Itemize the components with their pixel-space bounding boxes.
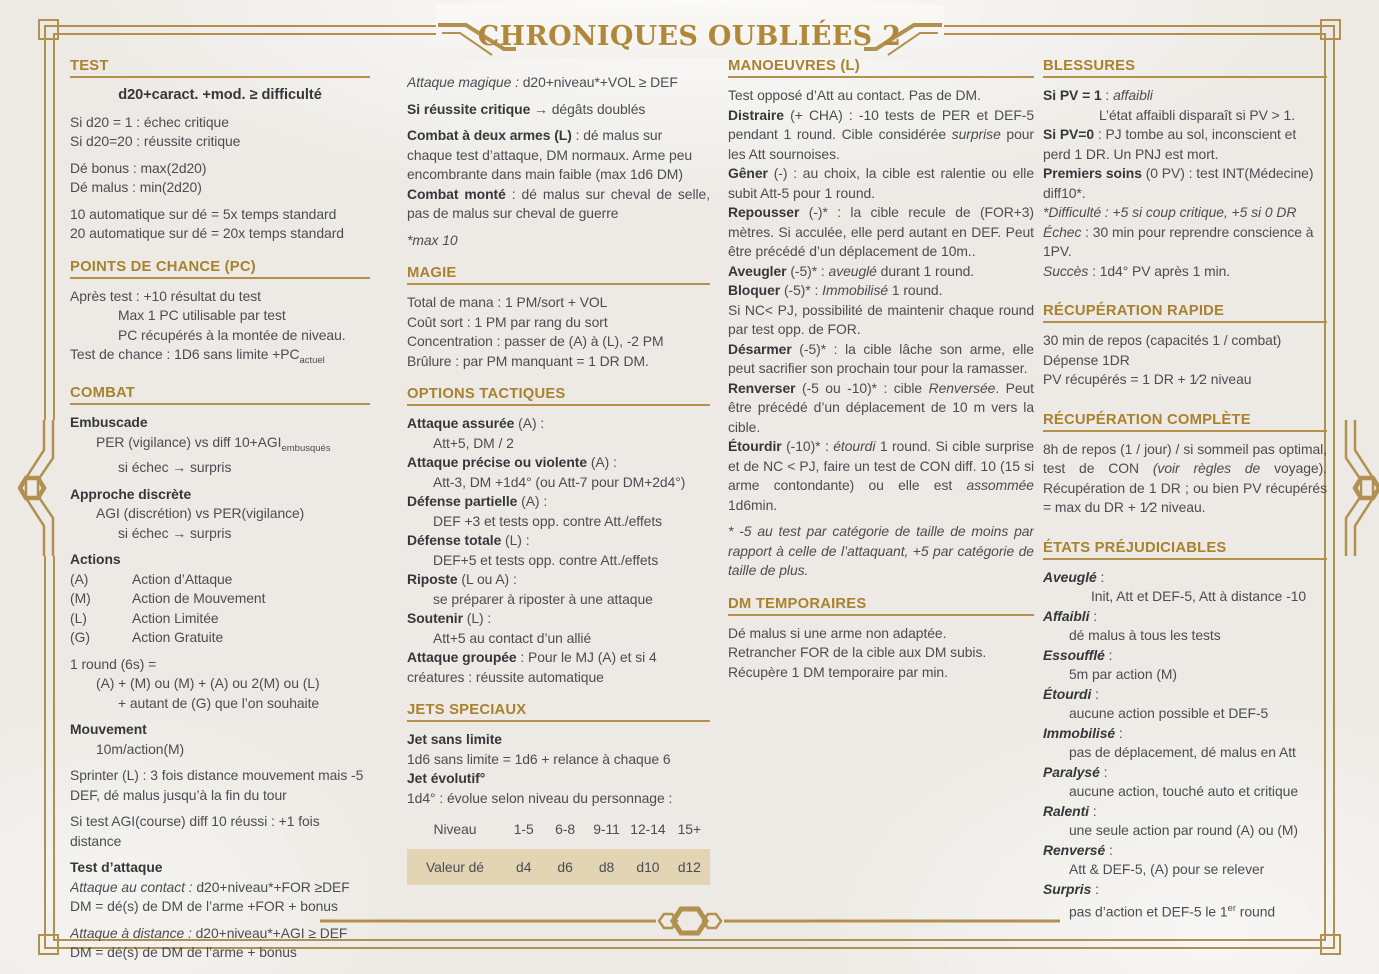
text-line: Paralysé : xyxy=(1043,763,1108,780)
text-block xyxy=(70,655,370,714)
text-block xyxy=(70,413,370,477)
section-dm-temporaires xyxy=(728,596,1034,683)
text-line: PC récupérés à la montée de niveau. xyxy=(118,326,346,343)
text-line: aucune action possible et DEF-5 xyxy=(1069,705,1269,721)
text-line: si échec → surpris xyxy=(118,459,232,476)
section-combat xyxy=(70,385,370,960)
text-line: une seule action par round (A) ou (M) xyxy=(1069,822,1299,838)
text-block xyxy=(1043,568,1327,923)
table-header-cell: Niveau xyxy=(433,820,477,837)
text-line: 1d4° : évolue selon niveau du personnage : xyxy=(407,789,673,806)
text-line: Att+5, DM / 2 xyxy=(433,434,514,451)
text-line: Coût sort : 1 PM par rang du sort xyxy=(407,313,608,330)
text-line: 1 round (6s) = xyxy=(70,655,157,672)
section-recuperation-rapide xyxy=(1043,303,1327,390)
text-line: Aveugler (-5)* : aveuglé durant 1 round. xyxy=(728,262,975,279)
text-line: 5m par action (M) xyxy=(1069,666,1177,682)
table-header-cell: 1-5 xyxy=(513,820,534,837)
text-block xyxy=(70,287,370,371)
text-line: si échec → surpris xyxy=(118,524,232,541)
text-block xyxy=(70,812,370,851)
text-line: Distraire (+ CHA) : -10 tests de PER et DEF-5 pendant 1 round. Cible considérée surprise pour les Att sournoises. xyxy=(728,106,1034,162)
section-header: ÉTATS PRÉJUDICIABLES xyxy=(1043,540,1327,560)
text-line: 10m/action(M) xyxy=(96,740,185,757)
text-block xyxy=(1043,440,1327,518)
text-line: Attaque à distance : d20+niveau*+AGI ≥ DEF xyxy=(70,924,348,941)
text-line: Dé bonus : max(2d20) xyxy=(70,159,207,176)
text-line: Surpris : xyxy=(1043,880,1099,897)
text-line: Attaque assurée (A) : xyxy=(407,415,545,431)
text-line: Att & DEF-5, (A) pour se relever xyxy=(1069,861,1265,877)
text-block xyxy=(70,205,370,244)
text-block xyxy=(728,522,1034,581)
text-line: Renversé : xyxy=(1043,841,1113,858)
text-line: 1d6 sans limite = 1d6 + relance à chaque 6 xyxy=(407,750,671,767)
text-line: DEF +3 et tests opp. contre Att./effets xyxy=(433,512,663,529)
text-line: Bloquer (-5)* : Immobilisé 1 round. xyxy=(728,282,943,298)
text-line: Riposte (L ou A) : xyxy=(407,571,517,587)
text-line: Si PV=0 : PJ tombe au sol, inconscient et perd 1 DR. Un PNJ est mort. xyxy=(1043,126,1297,162)
text-line: Échec : 30 min pour reprendre conscience à 1PV. xyxy=(1043,223,1314,259)
text-line: Embuscade xyxy=(70,414,148,431)
section-header: RÉCUPÉRATION COMPLÈTE xyxy=(1043,412,1327,432)
text-line: se préparer à riposter à une attaque xyxy=(433,590,653,607)
text-line: pas d’action et DEF-5 le 1er round xyxy=(1069,903,1276,920)
section-header: DM TEMPORAIRES xyxy=(728,596,1034,616)
table-value-cell: d6 xyxy=(557,859,573,875)
text-block xyxy=(407,414,710,687)
text-line: Attaque au contact : d20+niveau*+FOR ≥DEF xyxy=(70,878,350,895)
text-line: Total de mana : 1 PM/sort + VOL xyxy=(407,294,608,310)
text-line: (M) Action de Mouvement xyxy=(70,590,266,607)
column-2 xyxy=(407,58,710,960)
text-block xyxy=(1043,86,1327,281)
text-block xyxy=(407,293,710,371)
text-line: dé malus à tous les tests xyxy=(1069,627,1221,643)
text-line: Test de chance : 1D6 sans limite $+PC_{actuel}$ xyxy=(70,346,325,366)
corner-ornament-bottom-left xyxy=(38,934,59,955)
text-block xyxy=(728,624,1034,683)
text-line: Brûlure : par PM manquant = 1 DR DM. xyxy=(407,352,649,369)
section-header: MAGIE xyxy=(407,265,710,285)
text-line: PER (vigilance) vs diff $10+AGI_{embusqués}$ xyxy=(96,433,331,454)
text-line: Test opposé d’Att au contact. Pas de DM. xyxy=(728,87,981,103)
section-header: BLESSURES xyxy=(1043,58,1327,78)
column-3 xyxy=(728,58,1034,960)
text-line: Gêner (-) : au choix, la cible est ralentie ou elle subit Att-5 pour 1 round. xyxy=(728,165,1034,201)
text-line: + autant de (G) que l’on souhaite xyxy=(118,694,320,711)
section-etats-prejudiciables xyxy=(1043,540,1327,923)
section-header: JETS SPECIAUX xyxy=(407,702,710,722)
side-diamond-ornament-right xyxy=(1329,420,1379,556)
text-line: Attaque magique : d20+niveau*+VOL ≥ DEF xyxy=(407,74,678,90)
text-line: Attaque précise ou violente (A) : xyxy=(407,454,617,470)
text-line: DEF+5 et tests opp. contre Att./effets xyxy=(433,551,659,568)
text-line: * -5 au test par catégorie de taille de moins par rapport à celle de l’attaquant, +5 par catégorie de taille de plus. xyxy=(728,523,1034,578)
text-line: *max 10 xyxy=(407,231,458,248)
text-line: Défense totale (L) : xyxy=(407,532,530,548)
text-block xyxy=(407,100,710,120)
text-line: Jet sans limite xyxy=(407,731,502,747)
section-jets-speciaux xyxy=(407,702,710,885)
text-block xyxy=(1043,331,1327,390)
text-line: Ralenti : xyxy=(1043,802,1097,819)
section-header: RÉCUPÉRATION RAPIDE xyxy=(1043,303,1327,323)
text-line: Init, Att et DEF-5, Att à distance -10 xyxy=(1091,588,1307,604)
text-line: Attaque groupée : Pour le MJ (A) et si 4 créatures : réussite automatique xyxy=(407,649,657,685)
text-line: Test d’attaque xyxy=(70,859,163,876)
text-line: 30 min de repos (capacités 1 / combat) xyxy=(1043,332,1282,348)
text-line: Mouvement xyxy=(70,721,147,738)
text-line: Dépense 1DR xyxy=(1043,351,1130,368)
text-block xyxy=(70,485,370,544)
text-block xyxy=(70,924,370,960)
text-line: PV récupérés = 1 DR + 1⁄2 niveau xyxy=(1043,371,1252,387)
text-block xyxy=(70,113,370,152)
text-line: Immobilisé : xyxy=(1043,724,1123,741)
text-line: Combat à deux armes (L) : dé malus sur chaque test d’attaque, DM normaux. Arme peu encombrante dans main faible (max 1d6 DM) xyxy=(407,127,693,182)
text-line: Désarmer (-5)* : la cible lâche son arme, elle peut sacrifier son prochain tour pour la ramasser. xyxy=(728,340,1034,376)
text-line: pas de déplacement, dé malus en Att xyxy=(1069,744,1296,760)
text-line: AGI (discrétion) vs PER(vigilance) xyxy=(96,505,305,522)
text-block xyxy=(407,730,710,808)
text-line: DM = dé(s) de DM de l’arme +FOR + bonus xyxy=(70,898,338,915)
table-header-row xyxy=(407,815,710,842)
table-header-cell: 12-14 xyxy=(630,820,666,837)
text-block xyxy=(407,231,710,251)
section-untitled xyxy=(407,73,710,250)
section-header: TEST xyxy=(70,58,370,78)
column-4 xyxy=(1043,58,1327,960)
text-line: Si test AGI(course) diff 10 réussi : +1 fois distance xyxy=(70,813,320,849)
text-line: aucune action, touché auto et critique xyxy=(1069,783,1298,799)
section-recuperation-complete xyxy=(1043,412,1327,518)
section-header: MANOEUVRES (L) xyxy=(728,58,1034,78)
text-line: d20+caract. +mod. ≥ difficulté xyxy=(118,87,322,103)
section-manoeuvres-l xyxy=(728,58,1034,581)
section-header: OPTIONS TACTIQUES xyxy=(407,386,710,406)
text-line: Sprinter (L) : 3 fois distance mouvement mais -5 DEF, dé malus jusqu’à la fin du tour xyxy=(70,767,364,803)
table-header-cell: 15+ xyxy=(677,820,702,837)
text-block xyxy=(70,86,370,106)
text-line: (A) + (M) ou (M) + (A) ou 2(M) ou (L) xyxy=(96,675,320,692)
text-line: Soutenir (L) : xyxy=(407,610,492,626)
text-line: Si NC< PJ, possibilité de maintenir chaque round par test opp. de FOR. xyxy=(728,301,1034,337)
text-line: Max 1 PC utilisable par test xyxy=(118,307,286,323)
table-header-cell: 6-8 xyxy=(555,820,576,837)
text-line: Étourdir (-10)* : étourdi 1 round. Si cible surprise et de NC < PJ, faire un test de CON diff. 10 (15 si arme contondante) ou elle est assommée 1d6min. xyxy=(728,438,1034,513)
text-line: Actions xyxy=(70,551,121,568)
table-value-cell: d8 xyxy=(598,859,615,875)
text-line: (L) Action Limitée xyxy=(70,609,219,626)
text-line: Dé malus si une arme non adaptée. xyxy=(728,624,947,641)
text-block xyxy=(728,86,1034,515)
text-block xyxy=(70,720,370,759)
text-line: Premiers soins (0 PV) : test INT(Médecine) diff10*. xyxy=(1043,165,1314,201)
text-block xyxy=(70,766,370,805)
section-test xyxy=(70,58,370,244)
table-value-row xyxy=(407,849,710,885)
column-1 xyxy=(70,58,370,960)
text-line: (A) Action d’Attaque xyxy=(70,570,233,587)
section-options-tactiques xyxy=(407,386,710,687)
text-line: Att-3, DM +1d4° (ou Att-7 pour DM+2d4°) xyxy=(433,473,686,490)
text-line: Renverser (-5 ou -10)* : cible Renversée. Peut être précédé d’un déplacement de 10 m vers la cible. xyxy=(728,379,1034,435)
table-value-cell: d12 xyxy=(677,859,701,875)
text-line: Essoufflé : xyxy=(1043,646,1113,663)
text-line: Combat monté : dé malus sur cheval de selle, pas de malus sur cheval de guerre xyxy=(407,185,710,221)
section-points-de-chance-pc xyxy=(70,259,370,371)
text-line: Si d20=20 : réussite critique xyxy=(70,133,241,149)
text-line: 10 automatique sur dé = 5x temps standard xyxy=(70,205,337,222)
text-line: Étourdi : xyxy=(1043,685,1099,702)
text-line: Jet évolutif° xyxy=(407,770,486,786)
text-block xyxy=(70,159,370,198)
text-line: Approche discrète xyxy=(70,485,192,502)
text-line: Si réussite critique → dégâts doublés xyxy=(407,100,646,117)
text-line: Si PV = 1 : affaibli xyxy=(1043,87,1153,103)
text-line: Retrancher FOR de la cible aux DM subis. xyxy=(728,644,987,660)
text-line: Récupère 1 DM temporaire par min. xyxy=(728,663,948,680)
table-value-cell: d10 xyxy=(636,859,660,875)
section-header: COMBAT xyxy=(70,385,370,405)
text-line: Défense partielle (A) : xyxy=(407,493,548,509)
text-line: Si d20 = 1 : échec critique xyxy=(70,113,229,130)
text-line: Aveuglé : xyxy=(1043,568,1105,585)
text-line: 20 automatique sur dé = 20x temps standard xyxy=(70,225,344,241)
text-line: (G) Action Gratuite xyxy=(70,629,224,646)
text-line: Repousser (-)* : la cible recule de (FOR+3) mètres. Si acculée, elle perd autant en DEF. Peut être précédé d’un déplacement de 10m.. xyxy=(728,204,1034,259)
text-line: Succès : 1d4° PV après 1 min. xyxy=(1043,262,1231,279)
text-line: Dé malus : min(2d20) xyxy=(70,179,202,195)
table-value-cell: Valeur dé xyxy=(426,859,484,875)
dice-progression-table xyxy=(407,815,710,885)
text-block xyxy=(70,550,370,648)
text-line: Après test : +10 résultat du test xyxy=(70,287,261,304)
page-title: CHRONIQUES OUBLIÉES 2 xyxy=(477,21,902,52)
table-header-cell: 9-11 xyxy=(593,820,620,837)
text-line: Att+5 au contact d’un allié xyxy=(433,629,592,646)
section-header: POINTS DE CHANCE (PC) xyxy=(70,259,370,279)
text-block xyxy=(70,858,370,917)
side-diamond-ornament-left xyxy=(18,420,70,556)
text-line: Affaibli : xyxy=(1043,607,1098,624)
text-block xyxy=(407,126,710,224)
text-block xyxy=(407,73,710,93)
text-line: DM = dé(s) de DM de l’arme + bonus xyxy=(70,944,297,960)
text-line: Concentration : passer de (A) à (L), -2 PM xyxy=(407,333,664,349)
table-value-cell: d4 xyxy=(516,859,532,875)
section-magie xyxy=(407,265,710,371)
text-line: 8h de repos (1 / jour) / si sommeil pas optimal, test de CON (voir règles de voyage). Récupération de 1 DR ; ou bien PV récupérés = max du DR + 1⁄2 niveau. xyxy=(1043,440,1327,515)
text-line: *Difficulté : +5 si coup critique, +5 si 0 DR xyxy=(1043,204,1297,220)
text-line: L’état affaibli disparaît si PV > 1. xyxy=(1099,106,1296,123)
section-blessures xyxy=(1043,58,1327,281)
